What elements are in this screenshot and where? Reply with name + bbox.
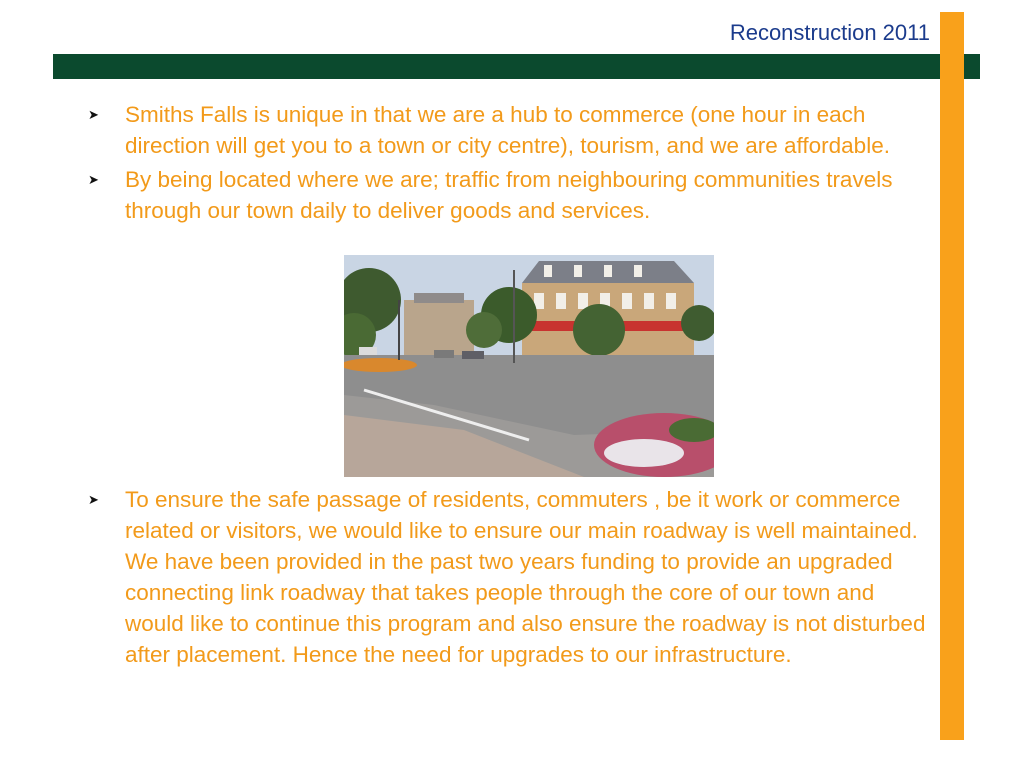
arrowhead-bullet-icon: ➤ xyxy=(88,492,99,507)
arrowhead-bullet-icon: ➤ xyxy=(88,107,99,122)
bullet-list-top xyxy=(88,99,930,226)
side-accent-bar xyxy=(940,12,964,740)
street-intersection-photo xyxy=(344,255,714,477)
slide-title: Reconstruction 2011 xyxy=(729,20,930,45)
bullet-item xyxy=(88,99,930,161)
arrowhead-bullet-icon: ➤ xyxy=(88,172,99,187)
header-bar xyxy=(53,54,980,79)
bullet-item xyxy=(88,164,930,226)
bullet-list-bottom xyxy=(88,484,930,670)
bullet-text: To ensure the safe passage of residents, commuters , be it work or commerce related or visitors, we would like to ensure our main roadway is well maintained. We have been provided in the past two years funding to provide an upgraded connecting link roadway that takes people through the core of our town and would like to continue this program and also ensure the roadway is not disturbed after placement. Hence the need for upgrades to our infrastructure. xyxy=(125,487,926,667)
bullet-item xyxy=(88,484,930,670)
bullet-text: Smiths Falls is unique in that we are a hub to commerce (one hour in each direction will get you to a town or city centre), tourism, and we are affordable. xyxy=(125,102,890,158)
photo-illustration xyxy=(344,255,714,477)
bullet-text: By being located where we are; traffic from neighbouring communities travels through our town daily to deliver goods and services. xyxy=(125,167,893,223)
